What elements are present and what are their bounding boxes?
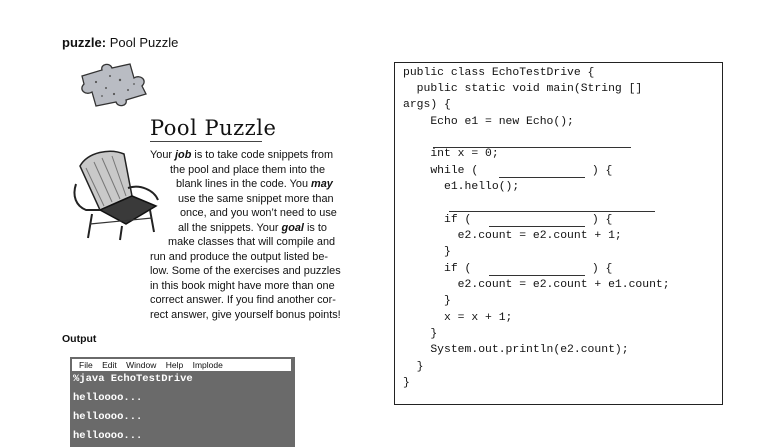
description-line: in this book might have more than one <box>150 279 335 292</box>
description-line: low. Some of the exercises and puzzles <box>150 265 341 277</box>
code-line: ) { <box>585 214 613 226</box>
puzzle-piece-icon <box>76 62 152 108</box>
code-line: if ( <box>403 214 479 226</box>
code-line: e1.hello(); <box>403 181 520 193</box>
menu-file[interactable]: File <box>79 360 93 370</box>
blank-line <box>449 211 655 212</box>
code-line: e2.count = e2.count + e1.count; <box>403 279 670 291</box>
code-line: int x = 0; <box>403 148 499 160</box>
code-line: args) { <box>403 99 451 111</box>
blank-condition <box>499 177 585 178</box>
terminal-window <box>70 357 295 447</box>
code-line: e2.count = e2.count + 1; <box>403 230 622 242</box>
code-line: } <box>403 361 424 373</box>
title-underline <box>150 141 262 142</box>
description-line: all the snippets. Your goal is to <box>178 221 327 234</box>
code-line: ) { <box>585 165 613 177</box>
menu-edit[interactable]: Edit <box>102 360 117 370</box>
code-line: ) { <box>585 263 613 275</box>
description-line: correct answer. If you find another cor- <box>150 294 336 306</box>
code-line: public class EchoTestDrive { <box>403 67 595 79</box>
code-line: } <box>403 377 410 389</box>
terminal-menubar <box>72 359 291 371</box>
code-line: if ( <box>403 263 479 275</box>
section-header <box>62 35 178 50</box>
description-line: blank lines in the code. You may <box>176 178 333 190</box>
code-line: Echo e1 = new Echo(); <box>403 116 574 128</box>
description-line: make classes that will compile and <box>168 236 336 248</box>
terminal-command-line: %java EchoTestDrive <box>73 373 193 385</box>
code-line: while ( <box>403 165 486 177</box>
description-line: once, and you won’t need to use <box>180 207 337 219</box>
blank-condition <box>489 226 585 227</box>
code-line: System.out.println(e2.count); <box>403 344 629 356</box>
description-line: Your job is to take code snippets from <box>150 149 334 161</box>
code-listing-box <box>394 62 723 405</box>
menu-implode[interactable]: Implode <box>192 360 223 370</box>
menu-help[interactable]: Help <box>165 360 184 370</box>
menu-window[interactable]: Window <box>126 360 157 370</box>
description-line: run and produce the output listed be- <box>150 250 329 263</box>
terminal-output-line: helloooo... <box>73 430 143 442</box>
output-label: Output <box>62 333 97 345</box>
blank-condition <box>489 275 585 276</box>
code-line: public static void main(String [] <box>403 83 643 95</box>
description-line: the pool and place them into the <box>170 163 326 176</box>
header-title: Pool Puzzle <box>109 35 179 50</box>
code-line: } <box>403 295 451 307</box>
code-line: } <box>403 328 438 340</box>
pool-puzzle-title: Pool Puzzle <box>150 116 277 140</box>
header-label: puzzle: <box>62 35 107 50</box>
code-line: } <box>403 246 451 258</box>
description-line: rect answer, give yourself bonus points! <box>150 308 341 321</box>
terminal-output-line: helloooo... <box>73 411 143 423</box>
description-line: use the same snippet more than <box>178 192 334 205</box>
terminal-output-line: helloooo... <box>73 392 143 404</box>
code-line: x = x + 1; <box>403 312 513 324</box>
